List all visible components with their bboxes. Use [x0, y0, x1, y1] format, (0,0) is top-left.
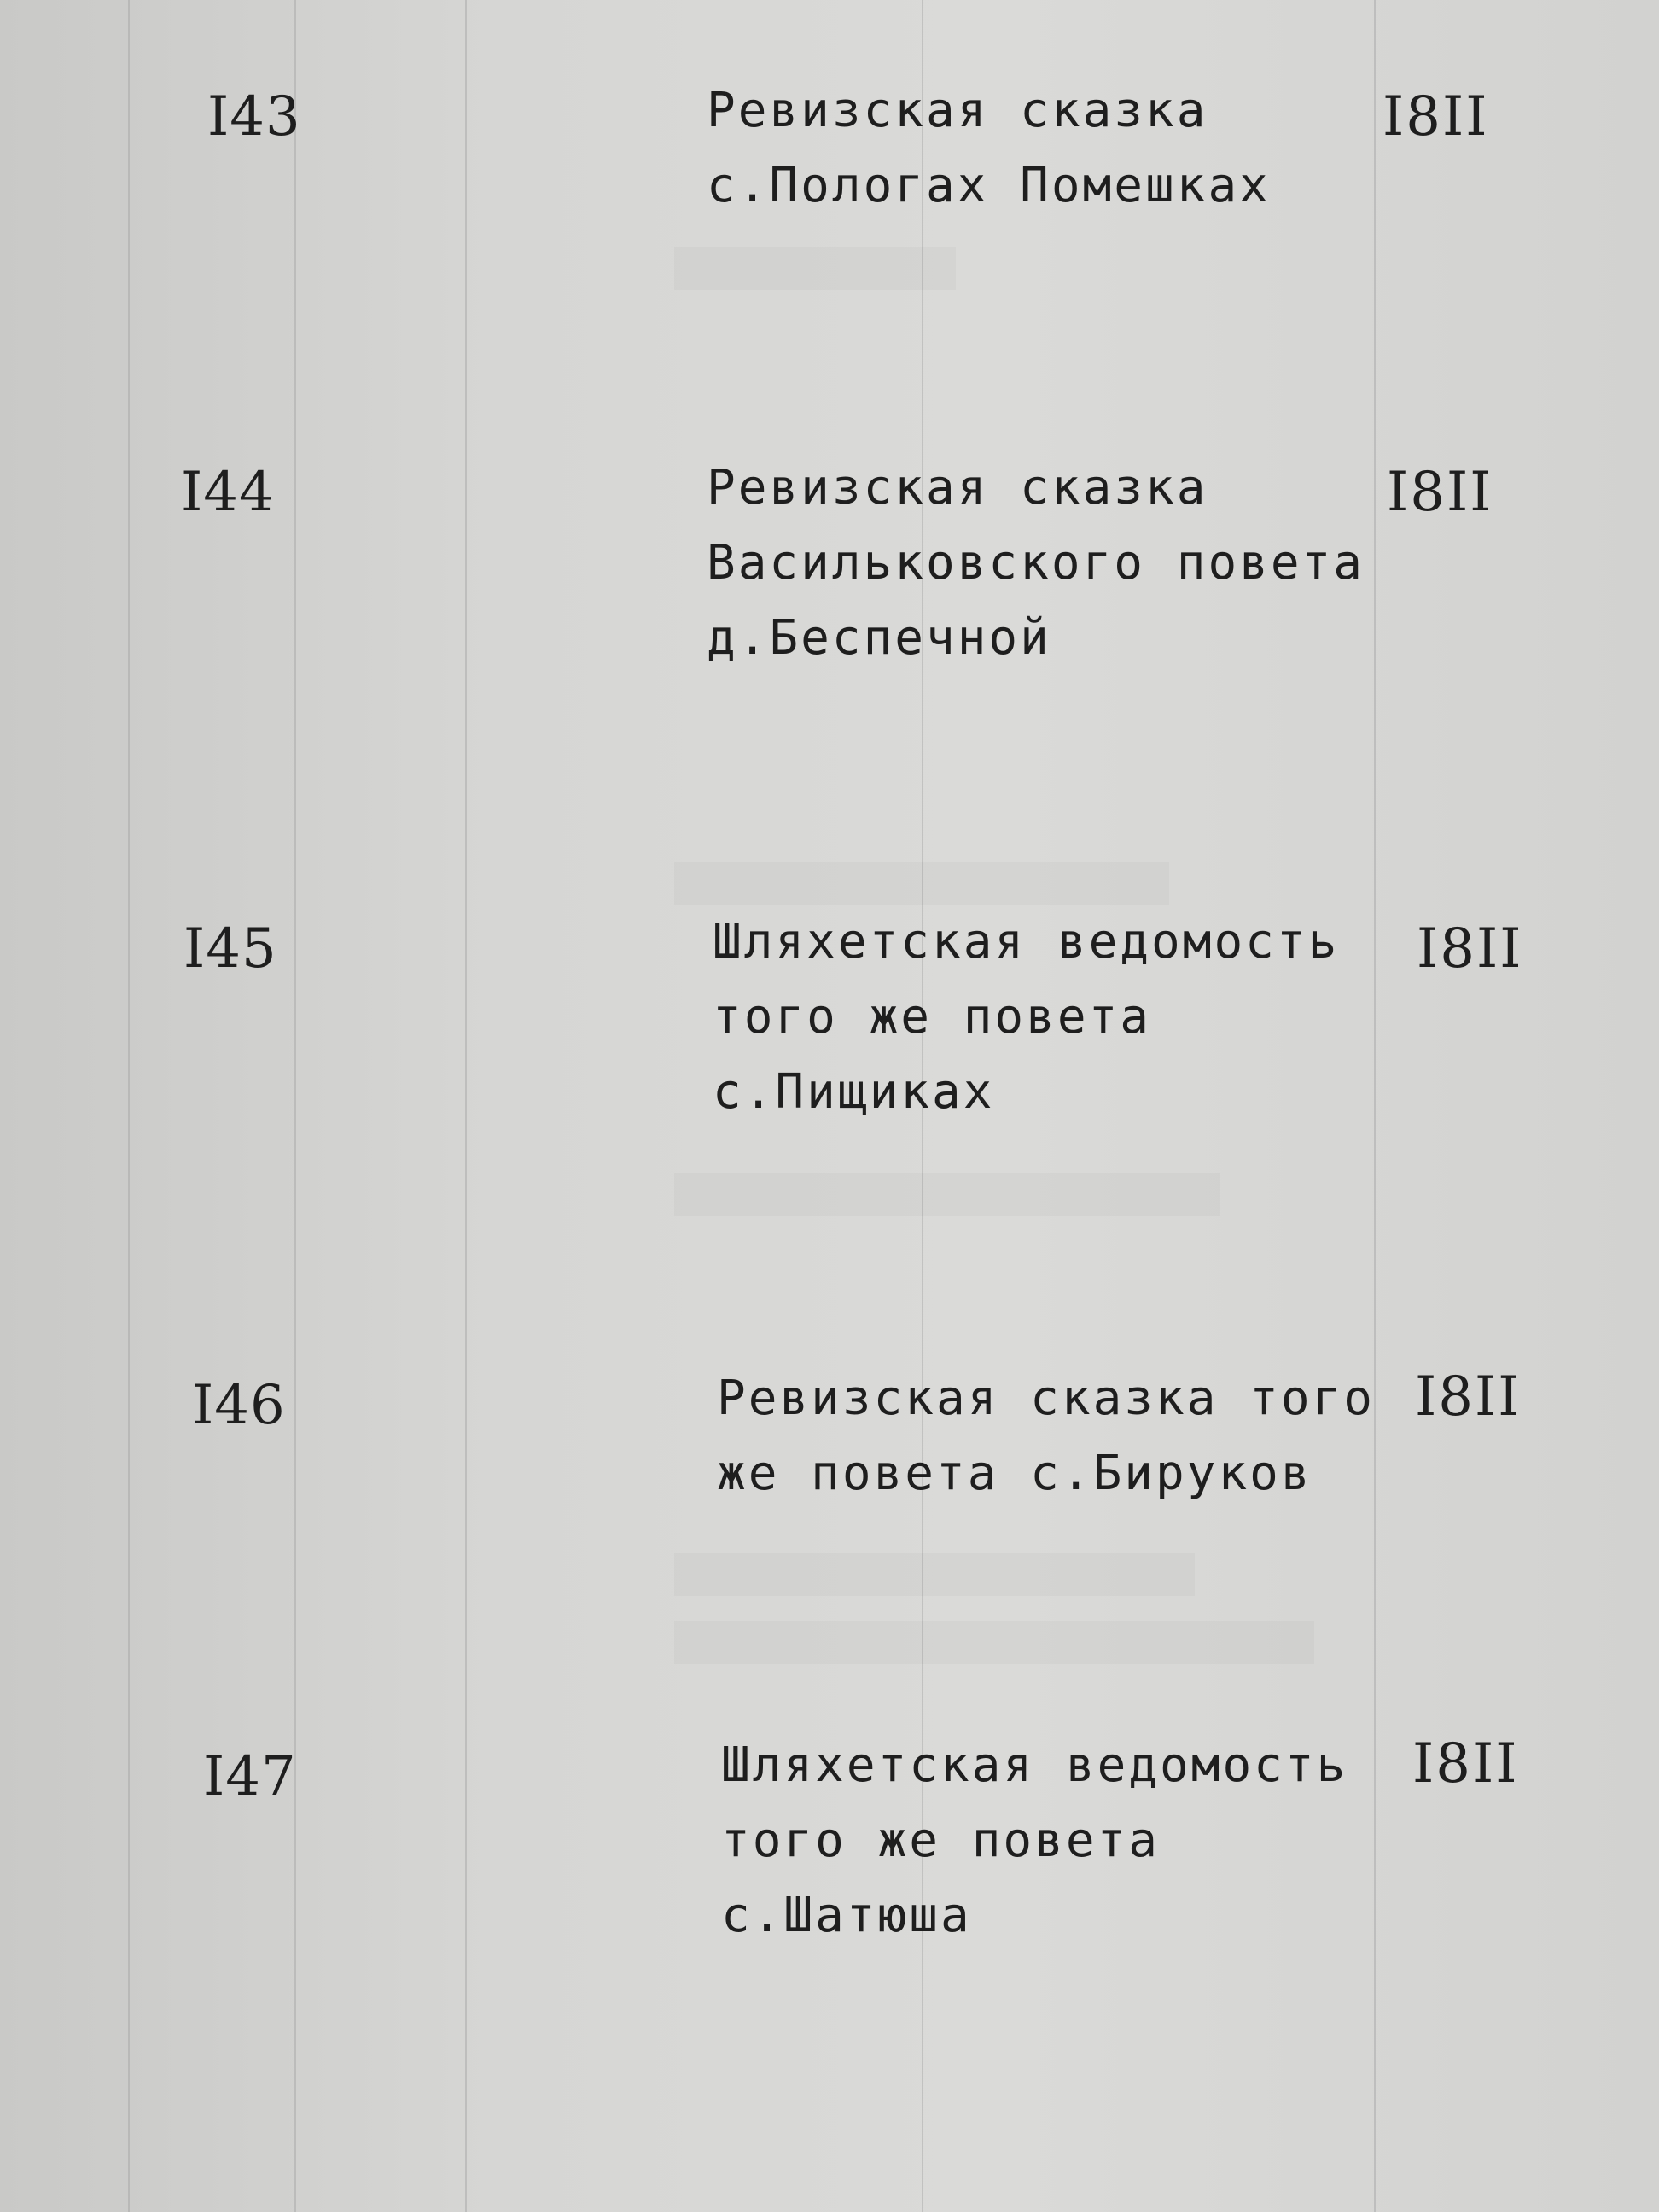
description-line: Шляхетская ведомость	[721, 1738, 1348, 1793]
page-rule-line	[128, 0, 130, 2212]
description-line: же повета с.Бируков	[717, 1446, 1313, 1501]
entry-number: I47	[203, 1745, 297, 1808]
entry-year: I8II	[1412, 1732, 1519, 1796]
page-rule-line	[465, 0, 467, 2212]
bleed-through-mark	[674, 1173, 1220, 1216]
description-line: с.Шатюша	[721, 1888, 972, 1943]
entry-number: I43	[207, 85, 301, 148]
bleed-through-mark	[674, 1553, 1195, 1596]
page-rule-line	[1374, 0, 1376, 2212]
description-line: того же повета	[713, 989, 1152, 1045]
page-rule-line	[294, 0, 296, 2212]
description-line: Васильковского повета	[707, 535, 1365, 591]
entry-year: I8II	[1415, 1365, 1522, 1429]
entry-year: I8II	[1417, 917, 1523, 981]
entry-number: I46	[192, 1374, 286, 1437]
description-line: Ревизская сказка	[707, 460, 1208, 515]
entry-description	[717, 1361, 1375, 1511]
entry-number: I44	[181, 461, 275, 524]
entry-description	[721, 1728, 1348, 1953]
bleed-through-mark	[674, 247, 956, 290]
description-line: д.Беспечной	[707, 610, 1051, 666]
entry-description	[707, 451, 1365, 676]
description-line: того же повета	[721, 1813, 1161, 1868]
entry-year: I8II	[1387, 461, 1493, 524]
entry-description	[713, 905, 1339, 1130]
description-line: с.Пологах Помешках	[707, 158, 1271, 213]
entry-year: I8II	[1382, 85, 1489, 148]
description-line: Шляхетская ведомость	[713, 914, 1340, 969]
bleed-through-mark	[674, 862, 1169, 905]
description-line: Ревизская сказка	[707, 83, 1208, 138]
description-line: Ревизская сказка того	[717, 1371, 1376, 1426]
bleed-through-mark	[674, 1621, 1314, 1664]
entry-number: I45	[183, 917, 277, 981]
description-line: с.Пищиках	[713, 1064, 995, 1120]
entry-description	[707, 73, 1271, 224]
